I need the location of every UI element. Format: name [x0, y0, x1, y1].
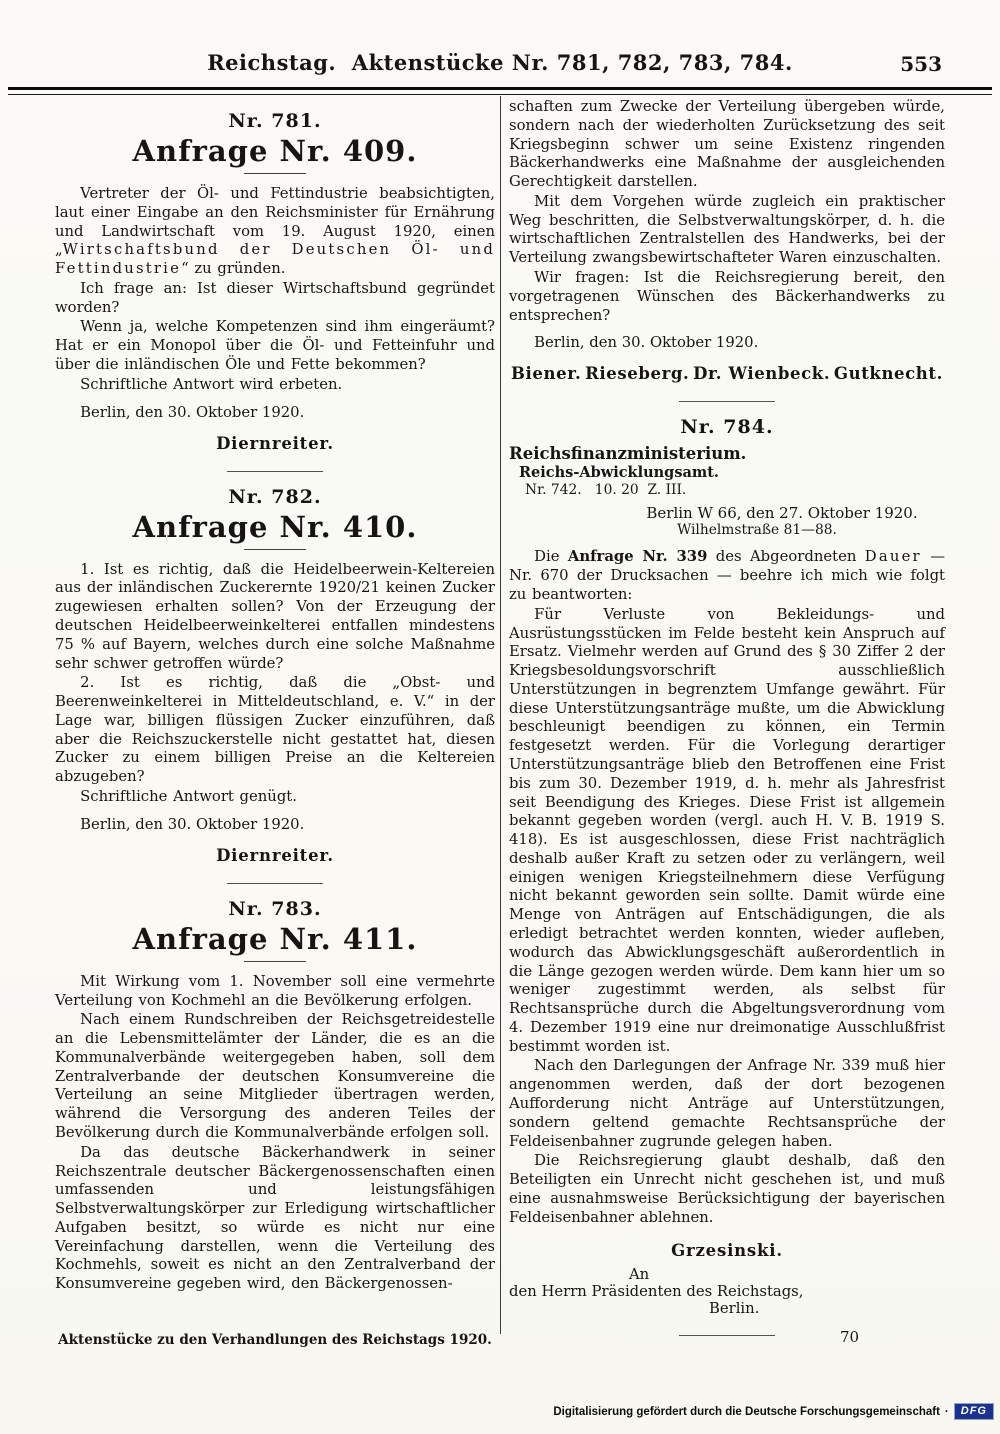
paragraph: Nach einem Rundschreiben der Reichsgetreidestelle an die Lebensmittelämter der Länder, die es an die Kommunalverbände weitergegeben haben, soll dem Zentralverbande der deutschen Konsumvereine die Verteilung an seine Mitglieder übertragen werden, während die Versorgung des anderen Teiles der Bevölkerung durch die Kommunalverbände erfolgen soll. — [55, 1011, 495, 1141]
paragraph: Ich frage an: Ist dieser Wirtschaftsbund gegründet worden? — [55, 279, 495, 316]
separator-dot: · — [944, 1405, 949, 1418]
paragraph: Mit dem Vorgehen würde zugleich ein praktischer Weg beschritten, die Selbstverwaltungskörper, d. h. die wirtschaftlichen Zentralstellen des Handwerks, bei der Verteilung zwangsbewirtschafteter Waren einzuschalten. — [509, 192, 945, 267]
paragraph: Wir fragen: Ist die Reichsregierung bereit, den vorgetragenen Wünschen des Bäckerhandwerks zu entsprechen? — [509, 269, 945, 324]
section-782-title: Anfrage Nr. 410. — [132, 509, 418, 544]
paragraph-intro — [509, 548, 945, 604]
paragraph: Die Reichsregierung glaubt deshalb, daß den Beteiligten ein Unrecht nicht geschehen ist, und muß eine ausnahmsweise Berücksichtigung der bayerischen Feldeisenbahner ablehnen. — [509, 1152, 945, 1226]
address-wilhelmstrasse: Wilhelmstraße 81—88. — [677, 522, 837, 539]
paragraph: Für Verluste von Bekleidungs- und Ausrüstungsstücken im Felde besteht kein Anspruch auf Ersatz. Vielmehr werden auf Grund des § 30 Ziffer 2 der Kriegsbesoldungsvorschrift ausschließlich Unterstützungen in begrenztem Umfange gewährt. Für diese Unterstützungsanträge mußte, um die Abwicklung beschleunigt beendigen zu können, ein Termin festgesetzt werden. Für die Vorlegung derartiger Unterstützungsanträge blieb den Betroffenen eine Frist bis zum 30. Dezember 1919, d. h. mehr als Jahresfrist seit Beendigung des Krieges. Diese Frist ist allgemein bekannt gegeben worden (vergl. auch H. V. B. 1919 S. 418). Es ist ausgeschlossen, diese Frist nachträglich deshalb außer Kraft zu setzen oder zu verlängern, weil einigen wenigen Kriegsteilnehmern diese Verfügung nicht bekannt geworden sein sollte. Damit würde eine Menge von Anträgen auf Entschädigungen, die als erledigt betrachtet werden konnten, wieder aufleben, wodurch das Abwicklungsgeschäft außerordentlich in die Länge gezogen werden würde. Dem kann hier um so weniger zugestimmt werden, als selbst für Rechtsansprüche durch die Abgeltungsverordnung vom 4. Dezember 1919 eine nur dreimonatige Ausschlußfrist bestimmt worden ist. — [509, 605, 945, 1055]
signature-biener: Biener. — [511, 364, 582, 384]
office-reichsfinanzministerium: Reichsfinanzministerium. — [509, 444, 747, 464]
dateline: Berlin, den 30. Oktober 1920. — [80, 815, 305, 833]
paragraph: 1. Ist es richtig, daß die Heidelbeerwein-Keltereien aus der inländischen Zuckerernte 1920/21 keinen Zucker zugewiesen erhalten sollen? Von der Erzeugung der deutschen Heidelbeerweinkelterei entfallen mindestens 75 % auf Bayern, welches durch eine solche Maßnahme sehr schwer getroffen würde? — [55, 560, 495, 672]
signature-diernreiter: Diernreiter. — [216, 845, 334, 865]
paragraph-text: — Nr. 670 der Drucksachen — beehre ich mich wie folgt zu beantworten: — [509, 548, 946, 603]
section-divider-rule — [227, 471, 323, 472]
paragraph-text: Vertreter der Öl- und Fettindustrie beabsichtigten, laut einer Eingabe an den Reichsminister für Ernährung und Landwirtschaft vom 19. August 1920, einen „ — [55, 185, 495, 259]
section-783-title: Anfrage Nr. 411. — [132, 921, 418, 956]
section-784-number: Nr. 784. — [680, 416, 774, 439]
section-781-title: Anfrage Nr. 409. — [132, 134, 418, 168]
column-footnote: Aktenstücke zu den Verhandlungen des Reichstags 1920. — [58, 1332, 492, 1348]
paragraph: 2. Ist es richtig, daß die „Obst- und Beerenweinkelterei in Mitteldeutschland, e. V.“ in der Lage war, billigen flüssigen Zucker einzuführen, daß aber die Reichszuckerstelle nicht gestattet hat, diesen Zucker zu einem billigen Preise an die Keltereien abzugeben? — [55, 674, 495, 786]
header-rule — [8, 87, 992, 95]
signature-grzesinski: Grzesinski. — [671, 1240, 783, 1260]
spaced-name-dauer: Dauer — [864, 548, 922, 566]
signature-gutknecht: Gutknecht. — [833, 364, 943, 384]
paragraph-text: des Abgeordneten — [707, 548, 865, 566]
paragraph: Schriftliche Antwort wird erbeten. — [80, 375, 343, 393]
signature-rieseberg: Rieseberg. — [585, 364, 690, 384]
digitization-note: Digitalisierung gefördert durch die Deutsche Forschungsgemeinschaft — [553, 1405, 940, 1418]
paragraph: Nach den Darlegungen der Anfrage Nr. 339 muß hier angenommen werden, daß der dort bezogenen Aufforderung nicht Anträge auf Unterstützungen, sondern geltend gemachte Rechtsansprüche der Feldeisenbahner zugrunde gelegen haben. — [509, 1057, 945, 1150]
office-reichs-abwicklungsamt: Reichs-Abwicklungsamt. — [519, 464, 719, 482]
section-783-number: Nr. 783. — [228, 897, 322, 920]
address-to-line: An — [629, 1265, 650, 1283]
section-divider-rule — [227, 883, 323, 884]
signature-wienbeck: Dr. Wienbeck. — [693, 364, 831, 384]
paragraph: Mit Wirkung vom 1. November soll eine vermehrte Verteilung von Kochmehl an die Bevölkerung erfolgen. — [55, 972, 495, 1009]
paragraph-text: “ zu gründen. — [181, 260, 286, 278]
column-divider-rule — [500, 96, 501, 1334]
address-to-line: Berlin. — [709, 1299, 760, 1317]
page-number: 553 — [900, 52, 942, 76]
dateline: Berlin, den 30. Oktober 1920. — [534, 334, 759, 352]
title-rule — [244, 173, 306, 174]
page-header-title: Reichstag. Aktenstücke Nr. 781, 782, 783, 784. — [207, 50, 793, 75]
title-rule — [244, 961, 306, 962]
dateline: Berlin, den 30. Oktober 1920. — [80, 403, 305, 421]
dateline-berlin-w66: Berlin W 66, den 27. Oktober 1920. — [646, 504, 918, 523]
section-divider-rule — [679, 401, 775, 402]
section-782-number: Nr. 782. — [228, 485, 322, 508]
bold-anfrage-reference: Anfrage Nr. 339 — [567, 548, 708, 566]
paragraph: Wenn ja, welche Kompetenzen sind ihm eingeräumt? Hat er ein Monopol über die Öl- und Fetteinfuhr und über die inländischen Öle und Fette bekommen? — [55, 318, 495, 374]
section-781-number: Nr. 781. — [228, 110, 322, 132]
paragraph — [55, 185, 495, 279]
paragraph: Da das deutsche Bäckerhandwerk in seiner Reichszentrale deutscher Bäckergenossenschaften einen umfassenden und leistungsfähigen Selbstverwaltungskörper zur Erledigung wirtschaftlicher Aufgaben besitzt, so würde es nicht nur eine Vereinfachung darstellen, wenn die Verteilung des Kochmehls, soweit es nicht an den Zentralverband der Konsumvereine gegeben wird, den Bäckergenossen- — [55, 1143, 495, 1293]
title-rule — [244, 549, 306, 550]
signature-diernreiter: Diernreiter. — [216, 433, 334, 453]
dfg-logo: DFG — [954, 1403, 994, 1420]
end-divider-rule — [679, 1335, 775, 1336]
sheet-signature-number: 70 — [840, 1328, 860, 1346]
signature-row — [511, 364, 943, 383]
office-file-reference: Nr. 742. 10. 20 Z. III. — [525, 482, 687, 499]
running-head — [0, 50, 1000, 84]
paragraph-text: Die — [534, 548, 568, 566]
paragraph-continuation: schaften zum Zwecke der Verteilung übergeben würde, sondern nach der wiederholten Zurücksetzung des seit Kriegsbeginn schwer um seine Existenz ringenden Bäckerhandwerks eine Maßnahme der ausgleichenden Gerechtigkeit darstellen. — [509, 98, 945, 191]
right-column — [509, 98, 945, 1350]
spaced-emphasis-text: Wirtschaftsbund der Deutschen Öl- und Fettindustrie — [55, 241, 495, 278]
digitization-credit — [553, 1403, 994, 1420]
paragraph: Schriftliche Antwort genügt. — [80, 787, 297, 805]
left-column — [55, 98, 495, 1295]
address-to-line: den Herrn Präsidenten des Reichstags, — [509, 1282, 804, 1300]
